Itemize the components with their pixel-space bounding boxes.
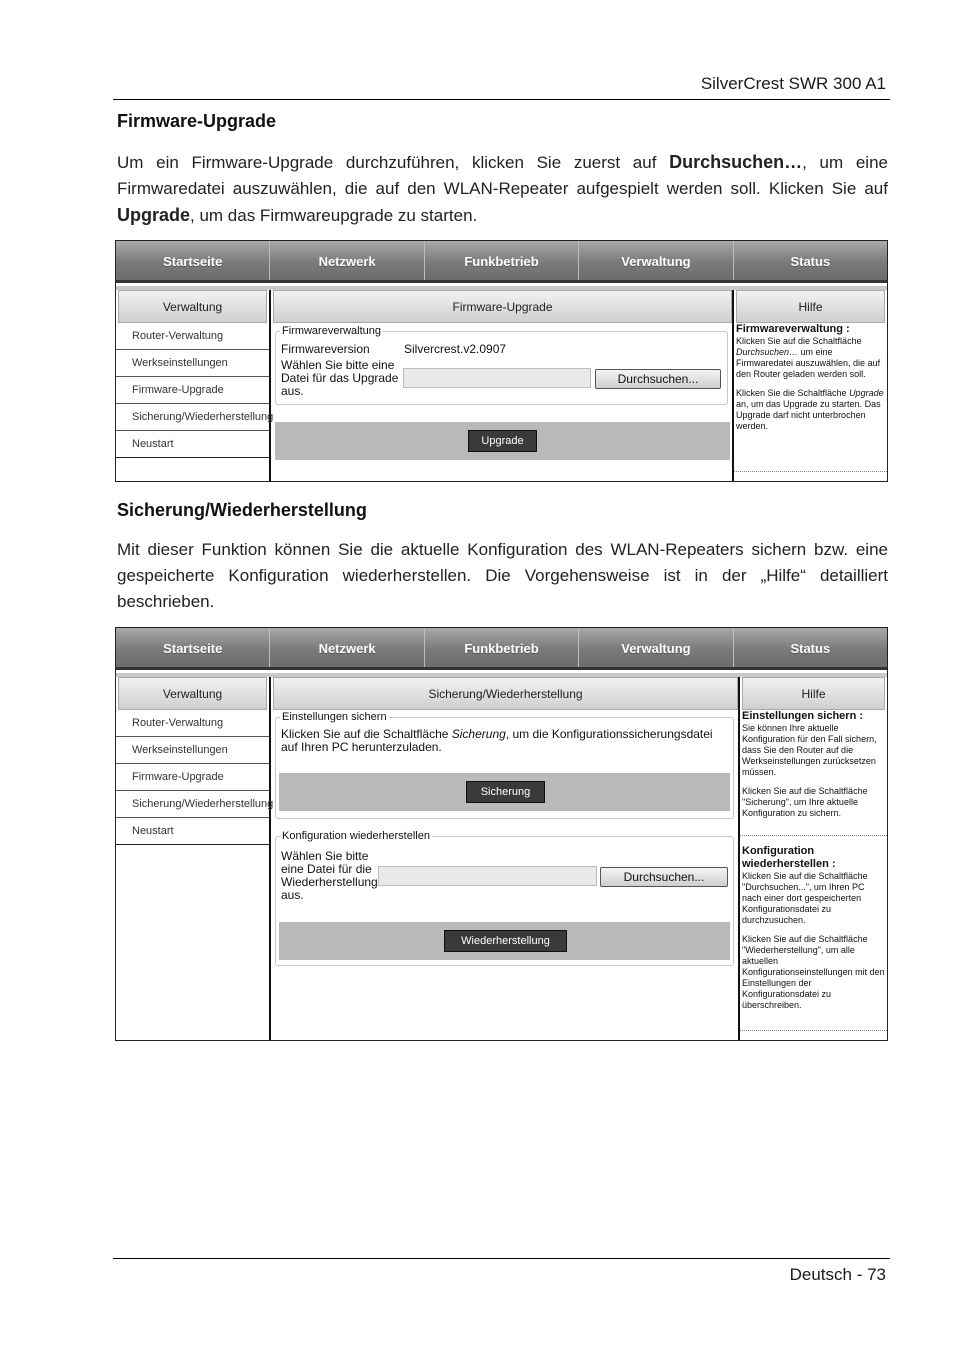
help-header: Hilfe <box>736 290 885 323</box>
help-text-run: an, um das Upgrade zu starten. Das Upgrade darf nicht unterbrochen werden. <box>736 399 881 431</box>
fieldset-legend: Firmwareverwaltung <box>282 325 382 337</box>
sidebar <box>116 290 274 481</box>
help-text-restore <box>742 845 885 1019</box>
help-text-run: Klicken Sie auf die Schaltfläche <box>736 336 862 346</box>
fieldset-legend: Konfiguration wiederherstellen <box>282 830 430 842</box>
main-header: Sicherung/Wiederherstellung <box>273 677 738 710</box>
top-nav <box>116 628 887 670</box>
help-divider <box>734 471 887 472</box>
nav-tab-netzwerk[interactable]: Netzwerk <box>270 241 424 280</box>
restore-button[interactable]: Wiederherstellung <box>444 930 567 952</box>
help-title: Firmwareverwaltung : <box>736 323 850 335</box>
nav-tab-startseite[interactable]: Startseite <box>116 241 270 280</box>
help-divider <box>740 1030 887 1031</box>
paragraph-bold: Durchsuchen… <box>669 152 803 172</box>
sidebar-item-sicherung[interactable]: Sicherung/Wiederherstellung <box>116 404 269 431</box>
sidebar-item-router-verwaltung[interactable]: Router-Verwaltung <box>116 710 269 737</box>
sidebar-header: Verwaltung <box>118 290 267 323</box>
sidebar-item-firmware-upgrade[interactable]: Firmware-Upgrade <box>116 764 269 791</box>
help-text-backup <box>742 710 885 827</box>
nav-tab-funkbetrieb[interactable]: Funkbetrieb <box>425 628 579 667</box>
nav-tab-verwaltung[interactable]: Verwaltung <box>579 241 733 280</box>
main-header: Firmware-Upgrade <box>273 290 732 323</box>
sidebar-item-router-verwaltung[interactable]: Router-Verwaltung <box>116 323 269 350</box>
restore-file-label: Wählen Sie bitte eine Datei für die Wiederherstellung aus. <box>281 849 378 902</box>
section-heading-firmware-upgrade: Firmware-Upgrade <box>117 111 277 131</box>
paragraph-text: , um das Firmwareupgrade zu starten. <box>190 206 478 225</box>
page-number: Deutsch - 73 <box>789 1265 886 1284</box>
section-heading-sicherung: Sicherung/Wiederherstellung <box>117 500 367 520</box>
main-panel <box>271 677 740 1040</box>
help-paragraph: Klicken Sie auf die Schaltfläche "Durchsuchen...", um Ihren PC nach einer dort gespeicherten Konfigurationsdatei zu durchzusuchen. <box>742 871 868 925</box>
document-title: SilverCrest SWR 300 A1 <box>700 74 886 93</box>
help-panel <box>732 290 887 481</box>
sidebar-item-neustart[interactable]: Neustart <box>116 431 269 458</box>
sidebar-item-werkseinstellungen[interactable]: Werkseinstellungen <box>116 737 269 764</box>
section-paragraph-firmware-upgrade <box>117 149 888 229</box>
help-text-italic: Durchsuchen… <box>736 347 799 357</box>
file-path-input[interactable] <box>403 368 591 388</box>
section-paragraph-sicherung: Mit dieser Funktion können Sie die aktuelle Konfiguration des WLAN-Repeaters sichern bzw. eine gespeicherte Konfiguration wiederherstellen. Die Vorgehensweise ist in der „Hilfe“ detailliert beschrieben. <box>117 540 888 611</box>
paragraph-text: , um eine Firmwaredatei auszuwählen, die auf den WLAN-Repeater aufgespielt werden soll. Klicken Sie auf <box>117 153 888 198</box>
help-paragraph: Klicken Sie auf die Schaltfläche "Sicherung", um Ihre aktuelle Konfiguration zu sichern. <box>742 786 868 818</box>
nav-tab-verwaltung[interactable]: Verwaltung <box>579 628 733 667</box>
help-title: Konfiguration wiederherstellen : <box>742 845 836 870</box>
upgrade-button[interactable]: Upgrade <box>468 430 537 452</box>
nav-tab-netzwerk[interactable]: Netzwerk <box>270 628 424 667</box>
backup-text-run: , um die Konfigurationssicherungsdatei auf Ihren PC herunterzuladen. <box>281 727 713 754</box>
help-text-run: um eine Firmwaredatei auszuwählen, die auf den Router geladen werden soll. <box>736 347 881 379</box>
paragraph-bold: Upgrade <box>117 205 191 225</box>
nav-tab-status[interactable]: Status <box>790 254 831 269</box>
browse-button[interactable]: Durchsuchen... <box>595 369 721 389</box>
browse-button[interactable]: Durchsuchen... <box>600 867 728 887</box>
choose-file-label: Wählen Sie bitte eine Datei für das Upgrade aus. <box>281 358 399 398</box>
help-header: Hilfe <box>742 677 885 710</box>
page-footer <box>113 1258 890 1284</box>
help-text-run: Klicken Sie die Schaltfläche <box>736 388 850 398</box>
help-text-italic: Upgrade <box>849 388 884 398</box>
backup-text-run: Klicken Sie auf die Schaltfläche <box>281 727 452 741</box>
screenshot-backup-restore <box>115 627 888 1041</box>
help-text <box>736 323 885 440</box>
firmware-version-label: Firmwareversion <box>281 342 370 356</box>
firmware-version-value: Silvercrest.v2.0907 <box>404 342 507 356</box>
sidebar-item-firmware-upgrade[interactable]: Firmware-Upgrade <box>116 377 269 404</box>
sidebar-list <box>116 710 274 845</box>
sidebar-item-werkseinstellungen[interactable]: Werkseinstellungen <box>116 350 269 377</box>
help-paragraph: Klicken Sie auf die Schaltfläche "Wiederherstellung", um alle aktuellen Konfigurationseinstellungen mit den Einstellungen der Konfigurationsdatei zu überschreiben. <box>742 934 885 1010</box>
backup-button[interactable]: Sicherung <box>466 781 545 803</box>
fieldset-legend: Einstellungen sichern <box>282 711 387 723</box>
help-panel <box>738 677 887 1040</box>
help-paragraph <box>736 388 885 432</box>
help-paragraph <box>736 336 885 380</box>
nav-tab-startseite[interactable]: Startseite <box>116 628 270 667</box>
backup-text-italic: Sicherung <box>451 727 506 741</box>
paragraph-text: Um ein Firmware-Upgrade durchzuführen, klicken Sie zuerst auf <box>117 153 670 172</box>
help-title: Einstellungen sichern : <box>742 710 864 722</box>
top-nav <box>116 241 887 283</box>
backup-description <box>281 728 726 754</box>
sidebar <box>116 677 274 1040</box>
restore-file-input[interactable] <box>378 866 597 886</box>
sidebar-item-sicherung[interactable]: Sicherung/Wiederherstellung <box>116 791 269 818</box>
nav-tab-funkbetrieb[interactable]: Funkbetrieb <box>425 241 579 280</box>
page-header <box>113 72 890 100</box>
main-panel <box>271 290 734 481</box>
sidebar-header: Verwaltung <box>118 677 267 710</box>
sidebar-list <box>116 323 274 458</box>
sidebar-item-neustart[interactable]: Neustart <box>116 818 269 845</box>
help-divider <box>740 835 887 836</box>
nav-tab-status[interactable]: Status <box>790 641 831 656</box>
help-paragraph: Sie können Ihre aktuelle Konfiguration für den Fall sichern, dass Sie den Router auf die Werkseinstellungen zurücksetzen müssen. <box>742 723 877 777</box>
screenshot-firmware-upgrade <box>115 240 888 482</box>
